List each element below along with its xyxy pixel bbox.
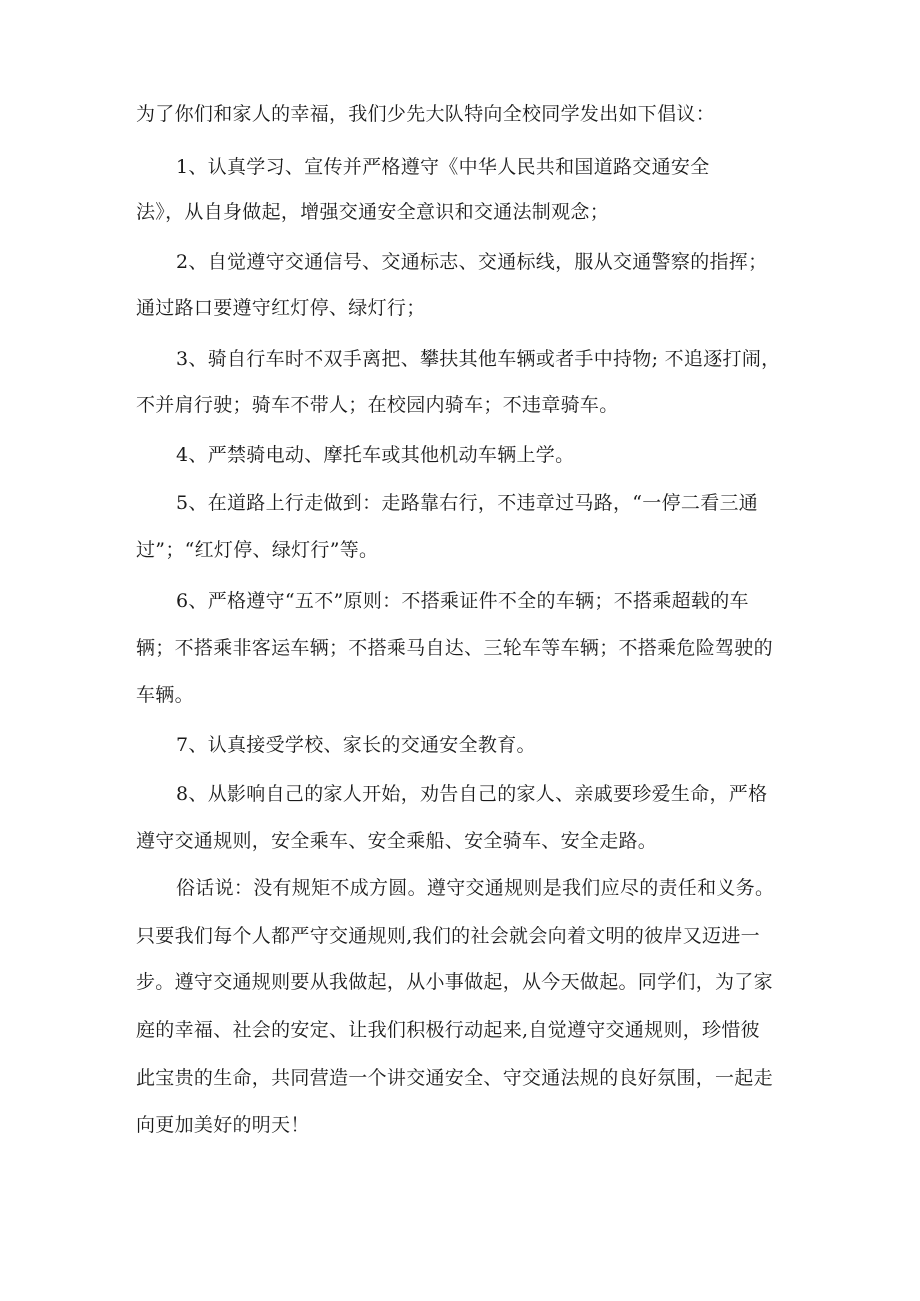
item-8-line-1: 8、从影响自己的家人开始，劝告自己的家人、亲戚要珍爱生命，严格 [176, 783, 768, 805]
item-2-line-1: 2、自觉遵守交通信号、交通标志、交通标线，服从交通警察的指挥； [176, 251, 768, 273]
item-6-line-3: 车辆。 [136, 684, 194, 706]
item-5-line-1: 5、在道路上行走做到：走路靠右行，不违章过马路，“一停二看三通 [176, 492, 759, 514]
intro-text: 为了你们和家人的幸福，我们少先大队特向全校同学发出如下倡议： [136, 103, 716, 125]
closing-line-2: 只要我们每个人都严守交通规则,我们的社会就会向着文明的彼岸又迈进一 [136, 925, 760, 947]
item-6-line-1: 6、严格遵守“五不”原则：不搭乘证件不全的车辆；不搭乘超载的车 [176, 590, 749, 612]
closing-line-6: 向更加美好的明天！ [136, 1114, 310, 1136]
closing-line-5: 此宝贵的生命，共同营造一个讲交通安全、守交通法规的良好氛围，一起走 [136, 1067, 773, 1089]
item-7-line-1: 7、认真接受学校、家长的交通安全教育。 [176, 734, 536, 756]
closing-line-3: 步。遵守交通规则要从我做起，从小事做起，从今天做起。同学们，为了家 [136, 971, 773, 993]
item-6-line-2: 辆；不搭乘非客运车辆；不搭乘马自达、三轮车等车辆；不搭乘危险驾驶的 [136, 637, 773, 659]
item-2-line-2: 通过路口要遵守红灯停、绿灯行； [136, 297, 426, 319]
closing-line-1: 俗话说：没有规矩不成方圆。遵守交通规则是我们应尽的责任和义务。 [176, 877, 775, 899]
item-3-line-2: 不并肩行驶；骑车不带人；在校园内骑车；不违章骑车。 [136, 394, 619, 416]
item-4-line-1: 4、严禁骑电动、摩托车或其他机动车辆上学。 [176, 444, 575, 466]
closing-line-4: 庭的幸福、社会的安定、让我们积极行动起来,自觉遵守交通规则，珍惜彼 [136, 1019, 760, 1041]
item-5-line-2: 过”；“红灯停、绿灯行”等。 [136, 539, 379, 561]
item-1-line-1: 1、认真学习、宣传并严格遵守《中华人民共和国道路交通安全 [176, 156, 710, 178]
item-8-line-2: 遵守交通规则，安全乘车、安全乘船、安全骑车、安全走路。 [136, 830, 658, 852]
item-3-line-1: 3、骑自行车时不双手离把、攀扶其他车辆或者手中持物; 不追逐打闹， [176, 348, 781, 370]
item-1-line-2: 法》，从自身做起，增强交通安全意识和交通法制观念； [136, 201, 610, 223]
